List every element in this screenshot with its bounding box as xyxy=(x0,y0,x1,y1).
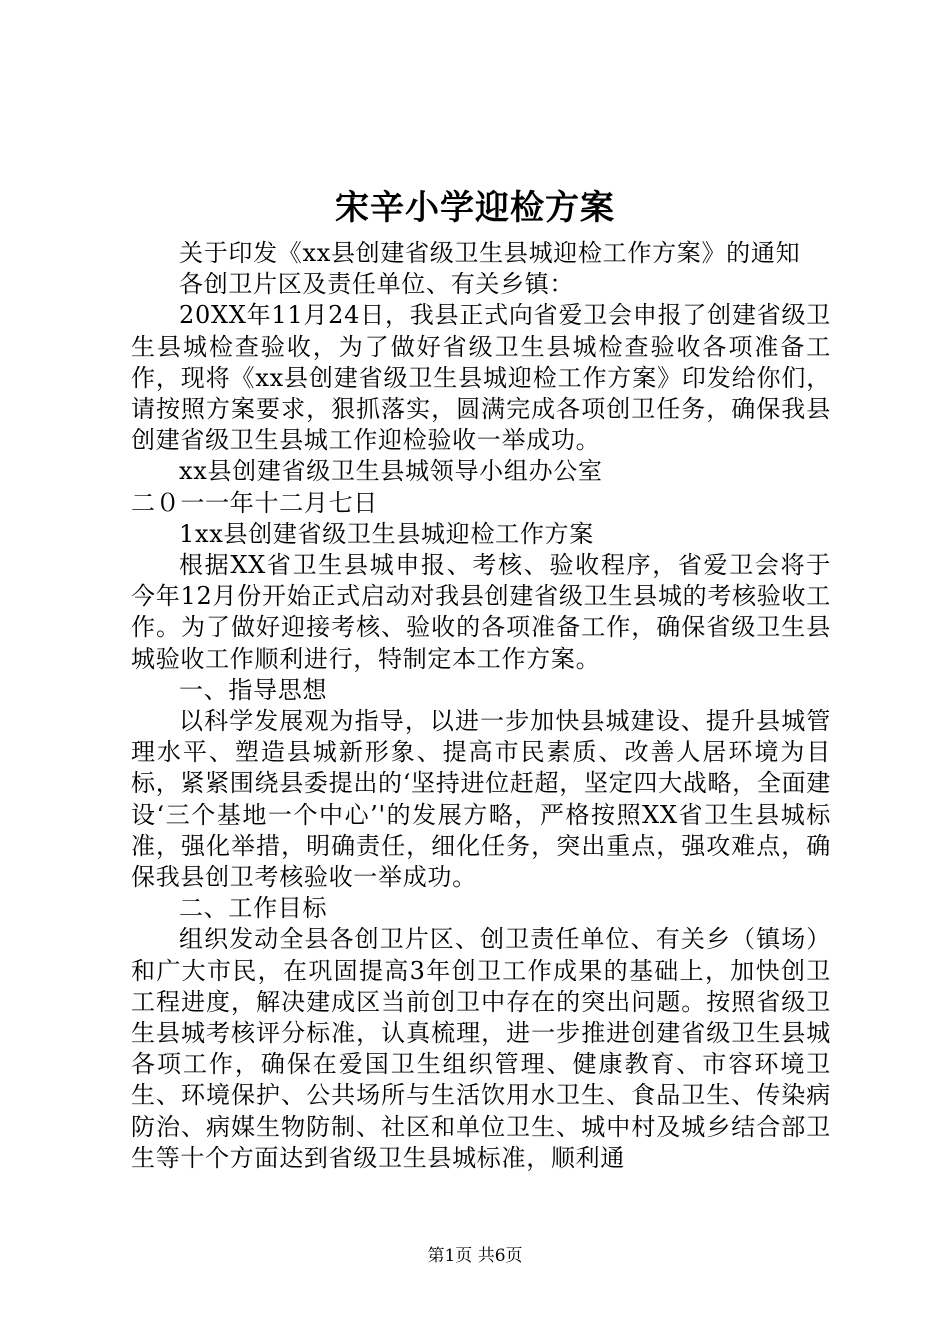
section-heading-work-goal: 二、工作目标 xyxy=(179,894,328,923)
section-heading-guiding-thought: 一、指导思想 xyxy=(179,675,328,704)
addressee-line: 各创卫片区及责任单位、有关乡镇： xyxy=(179,270,575,299)
notice-heading: 关于印发《xx县创建省级卫生县城迎检工作方案》的通知 xyxy=(179,239,801,267)
notice-body-paragraph: 20XX年11月24日，我县正式向省爱卫会申报了创建省级卫生县城检查验收，为了做好省级卫生县城检查验收各项准备工作，现将《xx县创建省级卫生县城迎检工作方案》印发给你们，请按照方案要求，狠抓落实，圆满完成各项创卫任务，确保我县创建省级卫生县城工作迎检验收一举成功。 xyxy=(131,301,831,455)
document-title: 宋辛小学迎检方案 xyxy=(335,188,615,228)
plan-intro-paragraph: 根据XX省卫生县城申报、考核、验收程序，省爱卫会将于今年12月份开始正式启动对我县创建省级卫生县城的考核验收工作。为了做好迎接考核、验收的各项准备工作，确保省级卫生县城验收工作顺利进行，特制定本工作方案。 xyxy=(131,551,831,673)
issuing-office: xx县创建省级卫生县城领导小组办公室 xyxy=(179,457,603,486)
document-body xyxy=(131,238,831,1174)
plan-title: 1xx县创建省级卫生县城迎检工作方案 xyxy=(179,519,594,548)
issue-date: 二０一一年十二月七日 xyxy=(131,488,378,517)
page-number-footer: 第1页 共6页 xyxy=(427,1246,523,1266)
work-goal-paragraph: 组织发动全县各创卫片区、创卫责任单位、有关乡（镇场）和广大市民，在巩固提高3年创卫工作成果的基础上，加快创卫工程进度，解决建成区当前创卫中存在的突出问题。按照省级卫生县城考核评分标准，认真梳理，进一步推进创建省级卫生县城各项工作，确保在爱国卫生组织管理、健康教育、市容环境卫生、环境保护、公共场所与生活饮用水卫生、食品卫生、传染病防治、病媒生物防制、社区和单位卫生、城中村及城乡结合部卫生等十个方面达到省级卫生县城标准，顺利通 xyxy=(131,925,831,1172)
guiding-thought-paragraph: 以科学发展观为指导，以进一步加快县城建设、提升县城管理水平、塑造县城新形象、提高市民素质、改善人居环境为目标，紧紧围绕县委提出的‘坚持进位赶超，坚定四大战略，全面建设‘三个基地一个中心’'的发展方略，严格按照XX省卫生县城标准，强化举措，明确责任，细化任务，突出重点，强攻难点，确保我县创卫考核验收一举成功。 xyxy=(131,707,831,892)
